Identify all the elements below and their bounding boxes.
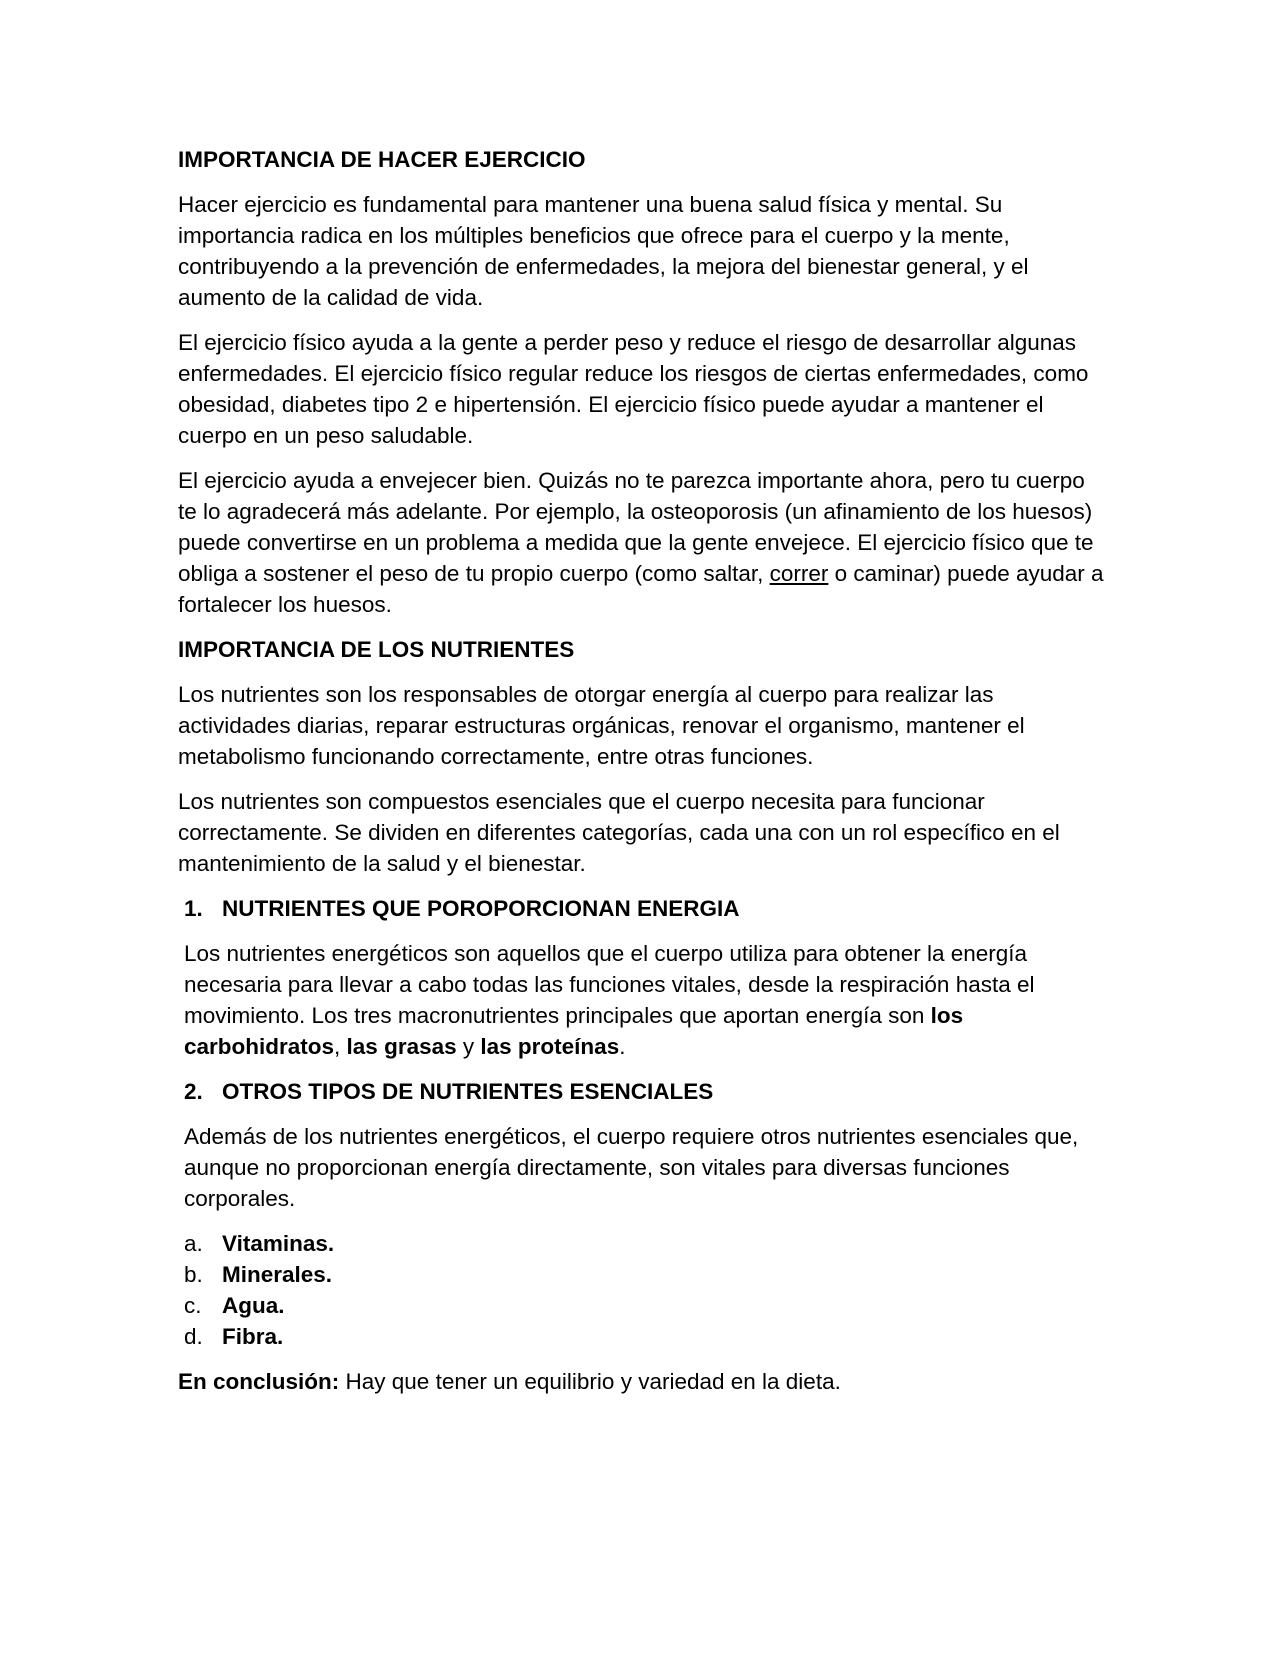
energy-paragraph-text: Los nutrientes energéticos son aquellos que el cuerpo utiliza para obtener la energía necesaria para llevar a cabo todas las funciones vitales, desde la respiración hasta el movimiento. Los tres macronutrientes principales que aportan energía son [184,941,1035,1028]
fats-term: las grasas [346,1034,457,1059]
conclusion-label: En conclusión: [178,1369,340,1394]
nutrients-heading: IMPORTANCIA DE LOS NUTRIENTES [178,637,575,662]
list-item-marker: b. [184,1262,203,1287]
list-item-label: Minerales. [222,1262,333,1287]
exercise-paragraph-1: Hacer ejercicio es fundamental para mantener una buena salud física y mental. Su importancia radica en los múltiples beneficios que ofrece para el cuerpo y la mente, contribuyendo a la prevención de enfermedades, la mejora del bienestar general, y el aumento de la calidad de vida. [178,192,1029,310]
energy-list-number: 1. [184,896,203,921]
nutrients-paragraph-1: Los nutrientes son los responsables de otorgar energía al cuerpo para realizar las actividades diarias, reparar estructuras orgánicas, renovar el organismo, mantener el metabolismo funcionando correctamente, entre otras funciones. [178,682,1025,769]
exercise-paragraph-3-text-before: El ejercicio ayuda a envejecer bien. Quizás no te parezca importante ahora, pero tu cuerpo te lo agradecerá más adelante. Por ejemplo, la osteoporosis (un afinamiento de los huesos) puede convertirse en un problema a medida que la gente envejece. El ejercicio físico que te obliga a sostener el peso de tu propio cuerpo (como saltar, [178,468,1094,586]
proteins-term: las proteínas [480,1034,620,1059]
list-item-label: Fibra. [222,1324,284,1349]
list-item-marker: d. [184,1324,203,1349]
list-item-marker: a. [184,1231,203,1256]
energy-paragraph [184,938,1108,1062]
energy-nutrients-heading [184,893,1108,924]
exercise-heading: IMPORTANCIA DE HACER EJERCICIO [178,147,586,172]
correr-link[interactable]: correr [769,561,829,586]
document-page [178,144,1108,1411]
list-item [184,1228,1108,1259]
exercise-paragraph-3 [178,465,1108,620]
other-nutrients-heading [184,1076,1108,1107]
list-item [184,1259,1108,1290]
list-item-marker: c. [184,1293,202,1318]
nutrients-paragraph-2: Los nutrientes son compuestos esenciales que el cuerpo necesita para funcionar correctamente. Se dividen en diferentes categorías, cada una con un rol específico en el mantenimiento de la salud y el bienestar. [178,789,1060,876]
carbohydrates-term: los carbohidratos [184,1003,964,1059]
list-item [184,1290,1108,1321]
energy-end: . [619,1034,626,1059]
exercise-paragraph-3-text-after: o caminar) puede ayudar a fortalecer los huesos. [178,561,1104,617]
other-paragraph: Además de los nutrientes energéticos, el cuerpo requiere otros nutrientes esenciales que, aunque no proporcionan energía directamente, son vitales para diversas funciones corporales. [184,1124,1079,1211]
list-item-label: Vitaminas. [222,1231,335,1256]
other-heading-text: OTROS TIPOS DE NUTRIENTES ESENCIALES [222,1079,714,1104]
exercise-paragraph-2: El ejercicio físico ayuda a la gente a perder peso y reduce el riesgo de desarrollar algunas enfermedades. El ejercicio físico regular reduce los riesgos de ciertas enfermedades, como obesidad, diabetes tipo 2 e hipertensión. El ejercicio físico puede ayudar a mantener el cuerpo en un peso saludable. [178,330,1089,448]
other-list-number: 2. [184,1079,203,1104]
energy-sep-1: , [334,1034,347,1059]
energy-heading-text: NUTRIENTES QUE POROPORCIONAN ENERGIA [222,896,740,921]
conclusion-paragraph [178,1366,1108,1397]
list-item-label: Agua. [222,1293,285,1318]
conclusion-text: Hay que tener un equilibrio y variedad en la dieta. [339,1369,841,1394]
list-item [184,1321,1108,1352]
energy-sep-2: y [456,1034,481,1059]
essential-nutrients-list [184,1228,1108,1352]
